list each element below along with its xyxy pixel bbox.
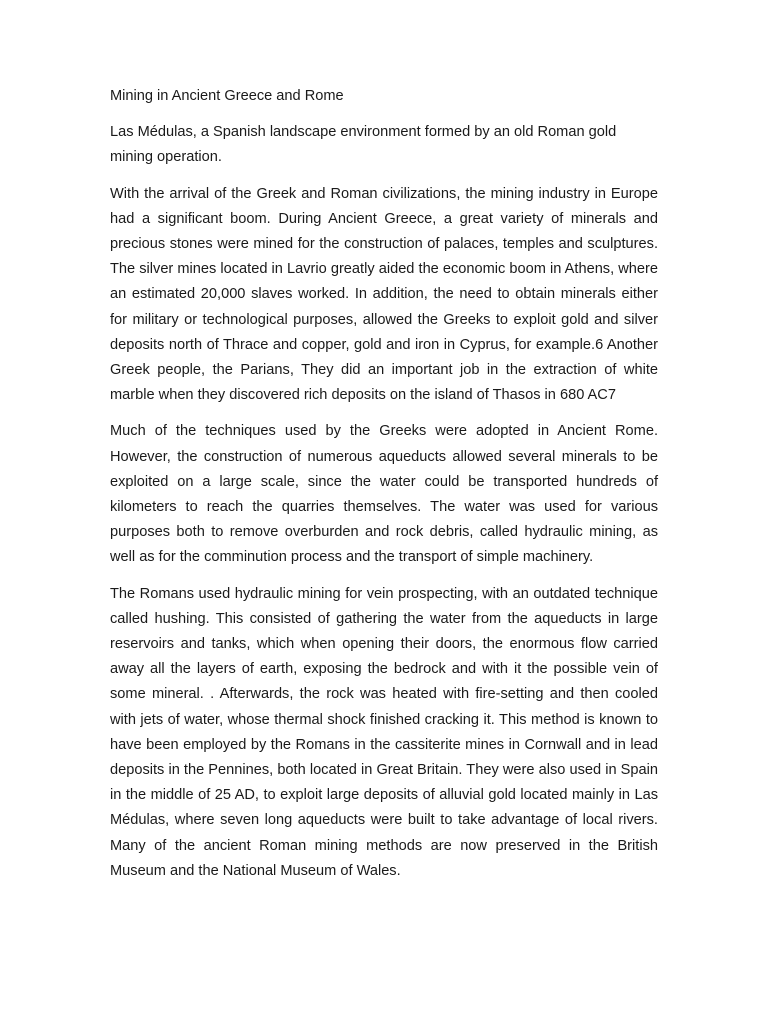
- paragraph-hydraulic-mining: The Romans used hydraulic mining for vein prospecting, with an outdated technique called hushing. This consisted of gathering the water from the aqueducts in large reservoirs and tanks, which when opening their doors, the enormous flow carried away all the layers of earth, exposing the bedrock and with it the possible vein of some mineral. . Afterwards, the rock was heated with fire-setting and then cooled with jets of water, whose thermal shock finished cracking it. This method is known to have been employed by the Romans in the cassiterite mines in Cornwall and in lead deposits in the Pennines, both located in Great Britain. They were also used in Spain in the middle of 25 AD, to exploit large deposits of alluvial gold located mainly in Las Médulas, where seven long aqueducts were built to take advantage of local rivers. Many of the ancient Roman mining methods are now preserved in the British Museum and the National Museum of Wales.: [110, 585, 658, 879]
- image-caption: Las Médulas, a Spanish landscape environment formed by an old Roman gold mining operation.: [110, 124, 617, 166]
- paragraph-greece: With the arrival of the Greek and Roman civilizations, the mining industry in Europe had a significant boom. During Ancient Greece, a great variety of minerals and precious stones were mined for the construction of palaces, temples and sculptures. The silver mines located in Lavrio greatly aided the economic boom in Athens, where an estimated 20,000 slaves worked. In addition, the need to obtain minerals either for military or technological purposes, allowed the Greeks to exploit gold and silver deposits north of Thrace and copper, gold and iron in Cyprus, for example.6 Another Greek people, the Parians, They did an important job in the extraction of white marble when they discovered rich deposits on the island of Thasos in 680 AC7: [110, 185, 658, 404]
- document-page: [110, 84, 658, 895]
- document-title: Mining in Ancient Greece and Rome: [110, 88, 344, 104]
- paragraph-rome-aqueducts: Much of the techniques used by the Greeks were adopted in Ancient Rome. However, the construction of numerous aqueducts allowed several minerals to be exploited on a large scale, since the water could be transported hundreds of kilometers to reach the quarries themselves. The water was used for various purposes both to remove overburden and rock debris, called hydraulic mining, as well as for the comminution process and the transport of simple machinery.: [110, 423, 658, 566]
